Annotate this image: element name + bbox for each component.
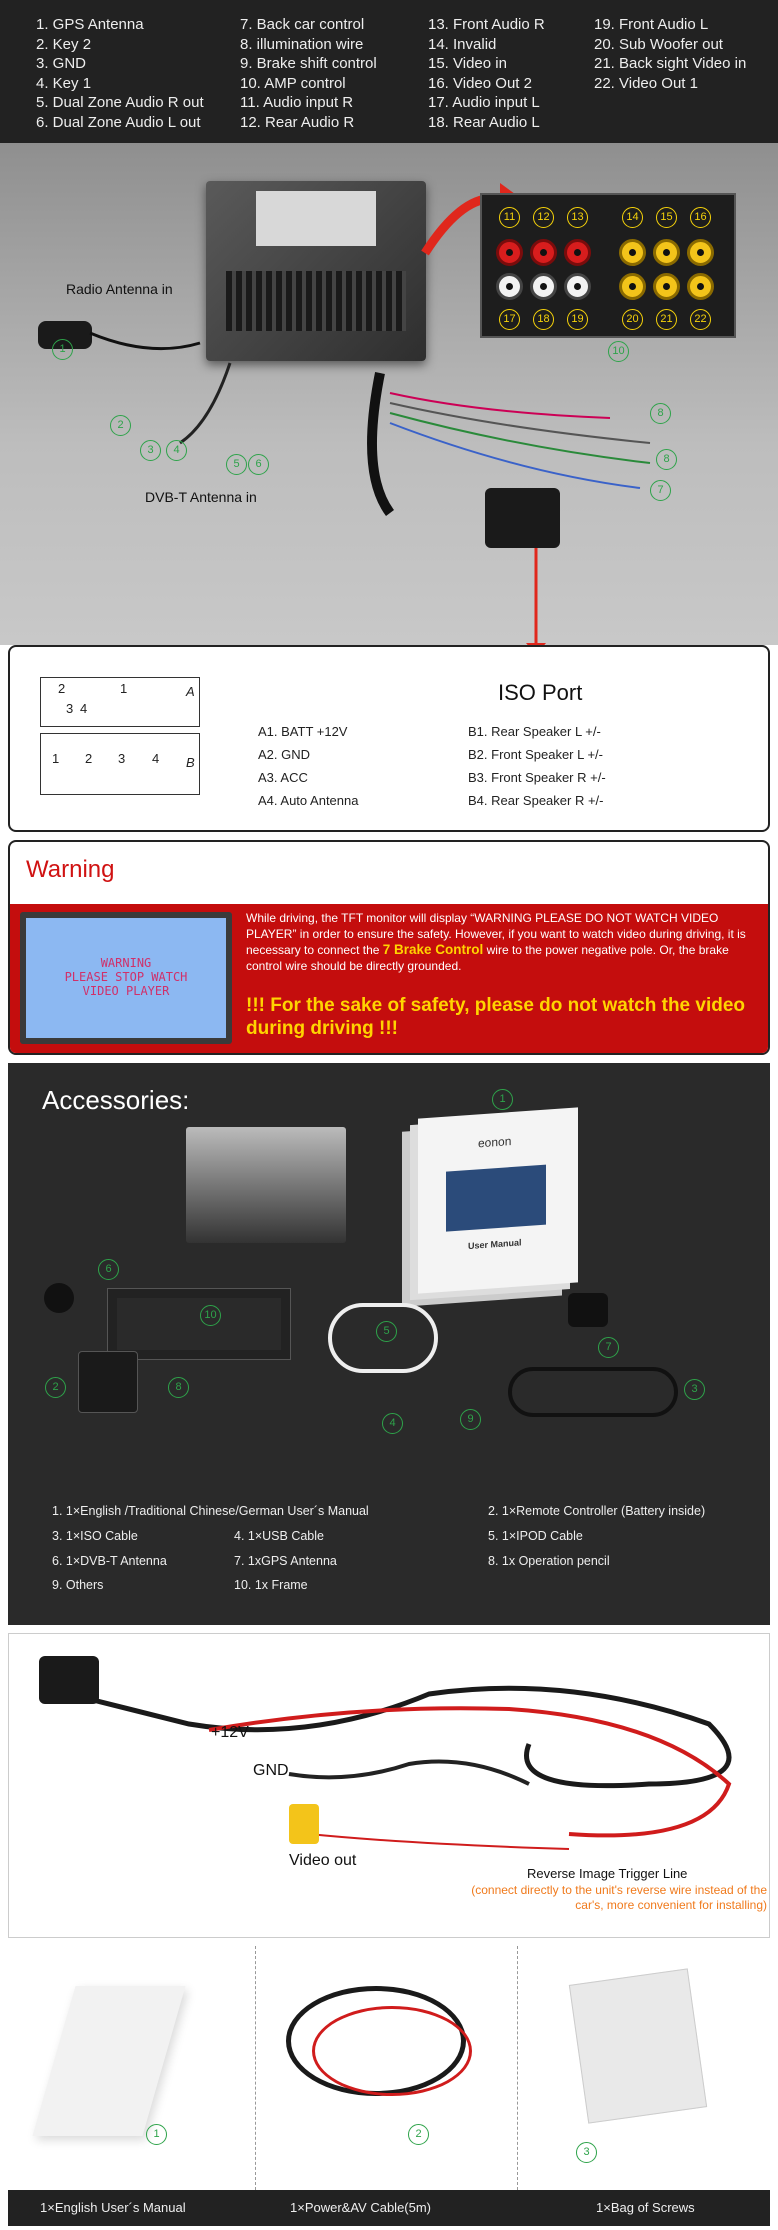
iso-cable-image xyxy=(508,1367,678,1417)
iso-b3: B3. Front Speaker R +/- xyxy=(468,770,606,785)
rca-label-20: 20 xyxy=(622,309,643,330)
paper-manual-image xyxy=(32,1986,185,2136)
iso-connector-b-label: B xyxy=(186,755,195,770)
safety-warning: !!! For the sake of safety, please do not watch the video during driving !!! xyxy=(246,995,746,1039)
rca-jack xyxy=(687,239,714,266)
manual-title: User Manual xyxy=(468,1237,522,1252)
rca-jack xyxy=(530,239,557,266)
package-callout-3: 3 xyxy=(576,2142,597,2163)
legend-item: 3. GND xyxy=(36,55,87,72)
acc-callout-10: 10 xyxy=(200,1305,221,1326)
callout-10: 10 xyxy=(608,341,629,362)
warning-title: Warning xyxy=(26,856,115,883)
trigger-line-label: Reverse Image Trigger Line xyxy=(527,1866,688,1881)
iso-port-panel xyxy=(8,645,770,832)
iso-connector-diagram xyxy=(40,677,208,799)
accessory-item: 8. 1x Operation pencil xyxy=(488,1554,610,1568)
rca-jack xyxy=(653,273,680,300)
rca-jack xyxy=(619,273,646,300)
legend-item: 21. Back sight Video in xyxy=(594,55,747,72)
package-label: 1×Bag of Screws xyxy=(596,2200,695,2215)
legend-item: 15. Video in xyxy=(428,55,507,72)
warning-screen-image xyxy=(20,912,232,1044)
rca-jack xyxy=(496,273,523,300)
accessory-item: 2. 1×Remote Controller (Battery inside) xyxy=(488,1504,706,1518)
iso-plug-image xyxy=(485,488,560,548)
legend-col-3 xyxy=(428,15,545,132)
pin-label: 2 xyxy=(85,751,93,766)
video-out-label: Video out xyxy=(289,1852,357,1869)
warning-body-part: wire to the power negative pole. Or, the brake control wire should be directly grounded. xyxy=(246,943,729,973)
legend-item: 12. Rear Audio R xyxy=(240,113,355,131)
rca-label-13: 13 xyxy=(567,207,588,228)
rca-jack xyxy=(687,273,714,300)
camera-panel xyxy=(8,1633,770,1938)
gnd-label: GND xyxy=(253,1762,289,1779)
legend-col-2 xyxy=(240,15,377,132)
manual-brand: eonon xyxy=(478,1134,512,1151)
rca-inset xyxy=(480,193,736,338)
legend-item: 14. Invalid xyxy=(428,35,497,53)
legend-item: 7. Back car control xyxy=(240,16,365,33)
rca-jack xyxy=(530,273,557,300)
brake-control-highlight: 7 Brake Control xyxy=(382,942,484,957)
acc-callout-7: 7 xyxy=(598,1337,619,1358)
warning-body-text xyxy=(246,910,760,974)
acc-callout-9: 9 xyxy=(460,1409,481,1430)
rca-jack xyxy=(653,239,680,266)
callout-4: 4 xyxy=(166,440,187,461)
wiring-diagram xyxy=(0,143,778,645)
legend-item: 18. Rear Audio L xyxy=(428,113,540,131)
iso-a2: A2. GND xyxy=(258,747,311,762)
rca-label-11: 11 xyxy=(499,207,520,228)
plus12v-label: +12V xyxy=(211,1724,249,1741)
manual-panel xyxy=(8,1946,256,2190)
rca-label-15: 15 xyxy=(656,207,677,228)
rca-jack xyxy=(619,239,646,266)
rca-label-19: 19 xyxy=(567,309,588,330)
legend-item: 1. GPS Antenna xyxy=(36,16,144,33)
accessory-item: 5. 1×IPOD Cable xyxy=(488,1529,583,1543)
acc-callout-6: 6 xyxy=(98,1259,119,1280)
legend-item: 13. Front Audio R xyxy=(428,16,545,33)
rca-label-14: 14 xyxy=(622,207,643,228)
package-callout-2: 2 xyxy=(408,2124,429,2145)
rca-label-22: 22 xyxy=(690,309,711,330)
camera-image xyxy=(39,1656,99,1704)
remote-image xyxy=(78,1351,138,1413)
legend-col-1 xyxy=(36,15,204,132)
manual-image xyxy=(418,1107,578,1293)
iso-connector-a-label: A xyxy=(186,684,195,699)
dvbt-antenna-image xyxy=(44,1283,74,1313)
callout-8b: 8 xyxy=(656,449,677,470)
radio-antenna-label: Radio Antenna in xyxy=(66,281,173,297)
pin-label: 3 xyxy=(118,751,126,766)
accessories-title: Accessories: xyxy=(42,1085,190,1115)
callout-7: 7 xyxy=(650,480,671,501)
rca-label-12: 12 xyxy=(533,207,554,228)
dvbt-antenna-label: DVB-T Antenna in xyxy=(145,489,257,505)
accessory-item: 6. 1×DVB-T Antenna xyxy=(52,1554,167,1568)
rca-label-17: 17 xyxy=(499,309,520,330)
rca-jack xyxy=(564,273,591,300)
unit-image xyxy=(186,1127,346,1243)
screws-panel xyxy=(518,1946,770,2190)
legend-item: 5. Dual Zone Audio R out xyxy=(36,94,204,111)
rca-label-16: 16 xyxy=(690,207,711,228)
acc-callout-2: 2 xyxy=(45,1377,66,1398)
iso-b1: B1. Rear Speaker L +/- xyxy=(468,724,601,739)
legend-col-4 xyxy=(594,15,746,93)
legend-item: 11. Audio input R xyxy=(240,94,354,111)
iso-a4: A4. Auto Antenna xyxy=(258,793,359,808)
pin-label: 1 xyxy=(120,681,128,696)
iso-b2: B2. Front Speaker L +/- xyxy=(468,747,604,762)
callout-3: 3 xyxy=(140,440,161,461)
legend-item: 19. Front Audio L xyxy=(594,16,709,33)
screws-bag-image xyxy=(569,1968,707,2123)
pin-label: 1 xyxy=(52,751,60,766)
accessory-item: 7. 1xGPS Antenna xyxy=(234,1554,337,1568)
legend-item: 6. Dual Zone Audio L out xyxy=(36,113,201,131)
legend-item: 20. Sub Woofer out xyxy=(594,35,723,53)
rca-label-21: 21 xyxy=(656,309,677,330)
trigger-line-note: (connect directly to the unit's reverse wire instead of the car's, more convenient for installing) xyxy=(471,1883,767,1912)
iso-b4: B4. Rear Speaker R +/- xyxy=(468,793,604,808)
legend-item: 9. Brake shift control xyxy=(240,55,377,72)
pin-label: 2 xyxy=(58,681,66,696)
package-callout-1: 1 xyxy=(146,2124,167,2145)
legend-item: 17. Audio input L xyxy=(428,94,540,111)
wire-legend xyxy=(0,0,778,143)
acc-callout-4: 4 xyxy=(382,1413,403,1434)
accessory-item: 4. 1×USB Cable xyxy=(234,1529,324,1543)
iso-port-title: ISO Port xyxy=(498,680,583,705)
video-plug-image xyxy=(289,1804,319,1844)
pin-label: 3 xyxy=(66,701,74,716)
acc-callout-1: 1 xyxy=(492,1089,513,1110)
legend-item: 2. Key 2 xyxy=(36,35,92,53)
rca-jack xyxy=(564,239,591,266)
package-label: 1×English User´s Manual xyxy=(40,2200,186,2215)
acc-callout-3: 3 xyxy=(684,1379,705,1400)
legend-item: 4. Key 1 xyxy=(36,74,92,92)
pin-label: 4 xyxy=(80,701,88,716)
legend-item: 8. illumination wire xyxy=(240,35,364,53)
legend-item: 16. Video Out 2 xyxy=(428,74,532,92)
package-labels-bar xyxy=(8,2190,770,2226)
callout-8a: 8 xyxy=(650,403,671,424)
accessories-panel xyxy=(8,1063,770,1625)
callout-2: 2 xyxy=(110,415,131,436)
rca-label-18: 18 xyxy=(533,309,554,330)
legend-item: 22. Video Out 1 xyxy=(594,74,698,92)
acc-callout-5: 5 xyxy=(376,1321,397,1342)
rca-jack xyxy=(496,239,523,266)
cable-panel xyxy=(256,1946,518,2190)
accessory-item: 10. 1x Frame xyxy=(234,1578,308,1592)
package-contents xyxy=(8,1946,770,2230)
pin-label: 4 xyxy=(152,751,160,766)
legend-item: 10. AMP control xyxy=(240,74,346,92)
accessory-item: 3. 1×ISO Cable xyxy=(52,1529,138,1543)
accessory-item: 1. 1×English /Traditional Chinese/German User´s Manual xyxy=(52,1504,369,1518)
warning-panel xyxy=(8,840,770,1055)
iso-a1: A1. BATT +12V xyxy=(258,724,348,739)
warning-body-part: While driving, the TFT monitor will display “WARNING PLEASE DO NOT WATCH VIDEO PLAYER” in order to ensure the safety. However, if you want to watch video during driving, it is necessary to connect the xyxy=(246,911,746,957)
callout-1: 1 xyxy=(52,339,73,360)
warning-screen-text: WARNING PLEASE STOP WATCH VIDEO PLAYER xyxy=(26,918,226,1038)
callout-5: 5 xyxy=(226,454,247,475)
gps-antenna-image xyxy=(568,1293,608,1327)
callout-6: 6 xyxy=(248,454,269,475)
iso-a3: A3. ACC xyxy=(258,770,308,785)
acc-callout-8: 8 xyxy=(168,1377,189,1398)
package-label: 1×Power&AV Cable(5m) xyxy=(290,2200,432,2215)
frame-image xyxy=(108,1289,290,1359)
accessory-item: 9. Others xyxy=(52,1578,104,1592)
accessories-photo xyxy=(8,1063,770,1465)
